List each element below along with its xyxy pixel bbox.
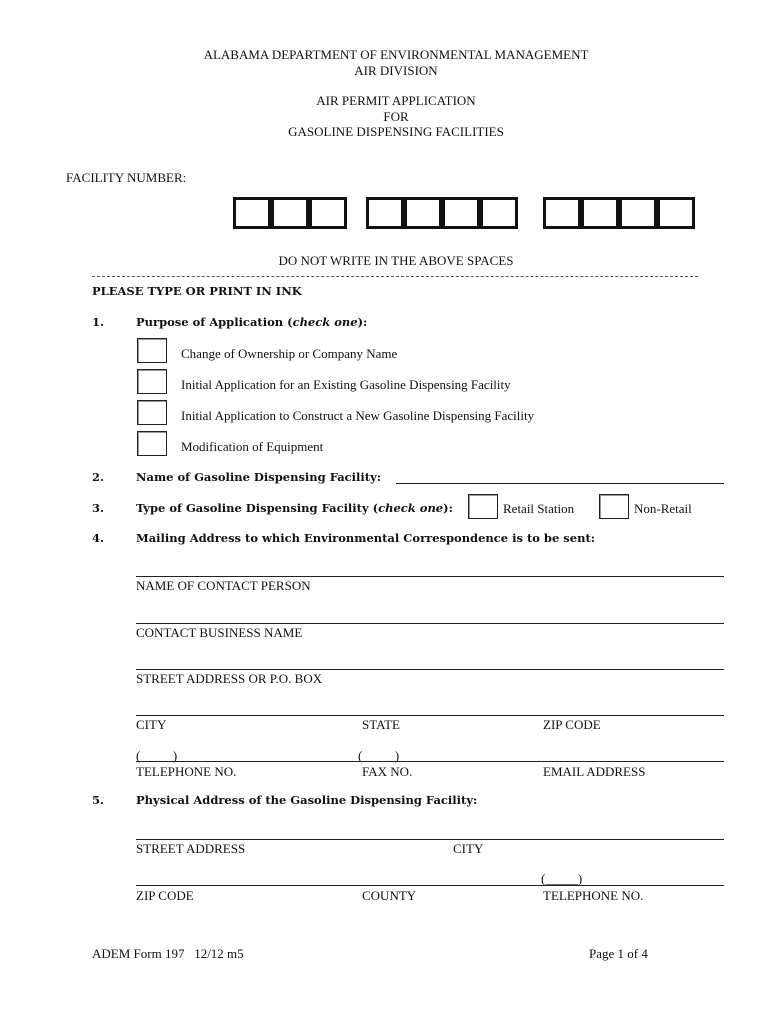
q1-number: 1.	[92, 315, 105, 329]
q4-number: 4.	[92, 531, 105, 545]
field-label: CITY	[453, 841, 484, 856]
checkbox-retail[interactable]	[468, 494, 498, 519]
do-not-write-note: DO NOT WRITE IN THE ABOVE SPACES	[278, 253, 514, 268]
form-id: ADEM Form 197 12/12 m5	[92, 946, 244, 961]
facility-digit-box	[309, 197, 347, 229]
facility-digit-box	[581, 197, 619, 229]
physical-street-city-field[interactable]	[136, 839, 724, 840]
checkbox-initial-new[interactable]	[137, 400, 167, 425]
facility-digit-box	[233, 197, 271, 229]
q3-label: Type of Gasoline Dispensing Facility (check one):	[136, 501, 453, 515]
field-label: TELEPHONE NO.	[543, 888, 644, 903]
field-label: FAX NO.	[362, 764, 413, 779]
q1-label: Purpose of Application (check one):	[136, 315, 368, 329]
checkbox-non-retail[interactable]	[599, 494, 629, 519]
option-label: Initial Application to Construct a New Gasoline Dispensing Facility	[181, 408, 535, 423]
divider	[92, 276, 698, 277]
field-label: STREET ADDRESS OR P.O. BOX	[136, 671, 323, 686]
field-label: CITY	[136, 717, 167, 732]
non-retail-label: Non-Retail	[634, 501, 692, 516]
facility-digit-box	[271, 197, 309, 229]
agency-name: ALABAMA DEPARTMENT OF ENVIRONMENTAL MANAGEMENT	[203, 47, 589, 62]
field-label: ZIP CODE	[136, 888, 194, 903]
form-title-3: GASOLINE DISPENSING FACILITIES	[288, 124, 504, 139]
facility-digit-box	[543, 197, 581, 229]
physical-zip-county-phone-field[interactable]	[136, 885, 724, 886]
area-code: (_____)	[358, 748, 400, 763]
page-number: Page 1 of 4	[589, 946, 648, 961]
field-label: COUNTY	[362, 888, 417, 903]
facility-digit-box	[619, 197, 657, 229]
field-label: CONTACT BUSINESS NAME	[136, 625, 303, 640]
area-code: (_____)	[136, 748, 178, 763]
q2-number: 2.	[92, 470, 105, 484]
q5-number: 5.	[92, 793, 105, 807]
facility-number-label: FACILITY NUMBER:	[66, 170, 187, 185]
q4-label: Mailing Address to which Environmental Correspondence is to be sent:	[136, 531, 596, 545]
q3-number: 3.	[92, 501, 105, 515]
option-label: Modification of Equipment	[181, 439, 324, 454]
area-code: (_____)	[541, 871, 583, 886]
facility-digit-box	[657, 197, 695, 229]
field-label: STREET ADDRESS	[136, 841, 246, 856]
q5-label: Physical Address of the Gasoline Dispensing Facility:	[136, 793, 478, 807]
checkbox-initial-existing[interactable]	[137, 369, 167, 394]
field-label: NAME OF CONTACT PERSON	[136, 578, 311, 593]
option-label: Change of Ownership or Company Name	[181, 346, 398, 361]
contact-person-field[interactable]	[136, 576, 724, 577]
street-field[interactable]	[136, 669, 724, 670]
field-label: ZIP CODE	[543, 717, 601, 732]
form-title-1: AIR PERMIT APPLICATION	[316, 93, 476, 108]
facility-digit-box	[442, 197, 480, 229]
retail-label: Retail Station	[503, 501, 575, 516]
checkbox-modification[interactable]	[137, 431, 167, 456]
field-label: TELEPHONE NO.	[136, 764, 237, 779]
field-label: EMAIL ADDRESS	[543, 764, 646, 779]
facility-name-field[interactable]	[396, 483, 724, 484]
q2-label: Name of Gasoline Dispensing Facility:	[136, 470, 382, 484]
division-name: AIR DIVISION	[354, 63, 438, 78]
field-label: STATE	[362, 717, 400, 732]
facility-digit-box	[480, 197, 518, 229]
checkbox-change-ownership[interactable]	[137, 338, 167, 363]
form-title-2: FOR	[383, 109, 409, 124]
business-name-field[interactable]	[136, 623, 724, 624]
option-label: Initial Application for an Existing Gasoline Dispensing Facility	[181, 377, 511, 392]
phone-fax-email-field[interactable]	[136, 761, 724, 762]
facility-digit-box	[404, 197, 442, 229]
instruction: PLEASE TYPE OR PRINT IN INK	[92, 284, 302, 298]
city-state-zip-field[interactable]	[136, 715, 724, 716]
facility-digit-box	[366, 197, 404, 229]
